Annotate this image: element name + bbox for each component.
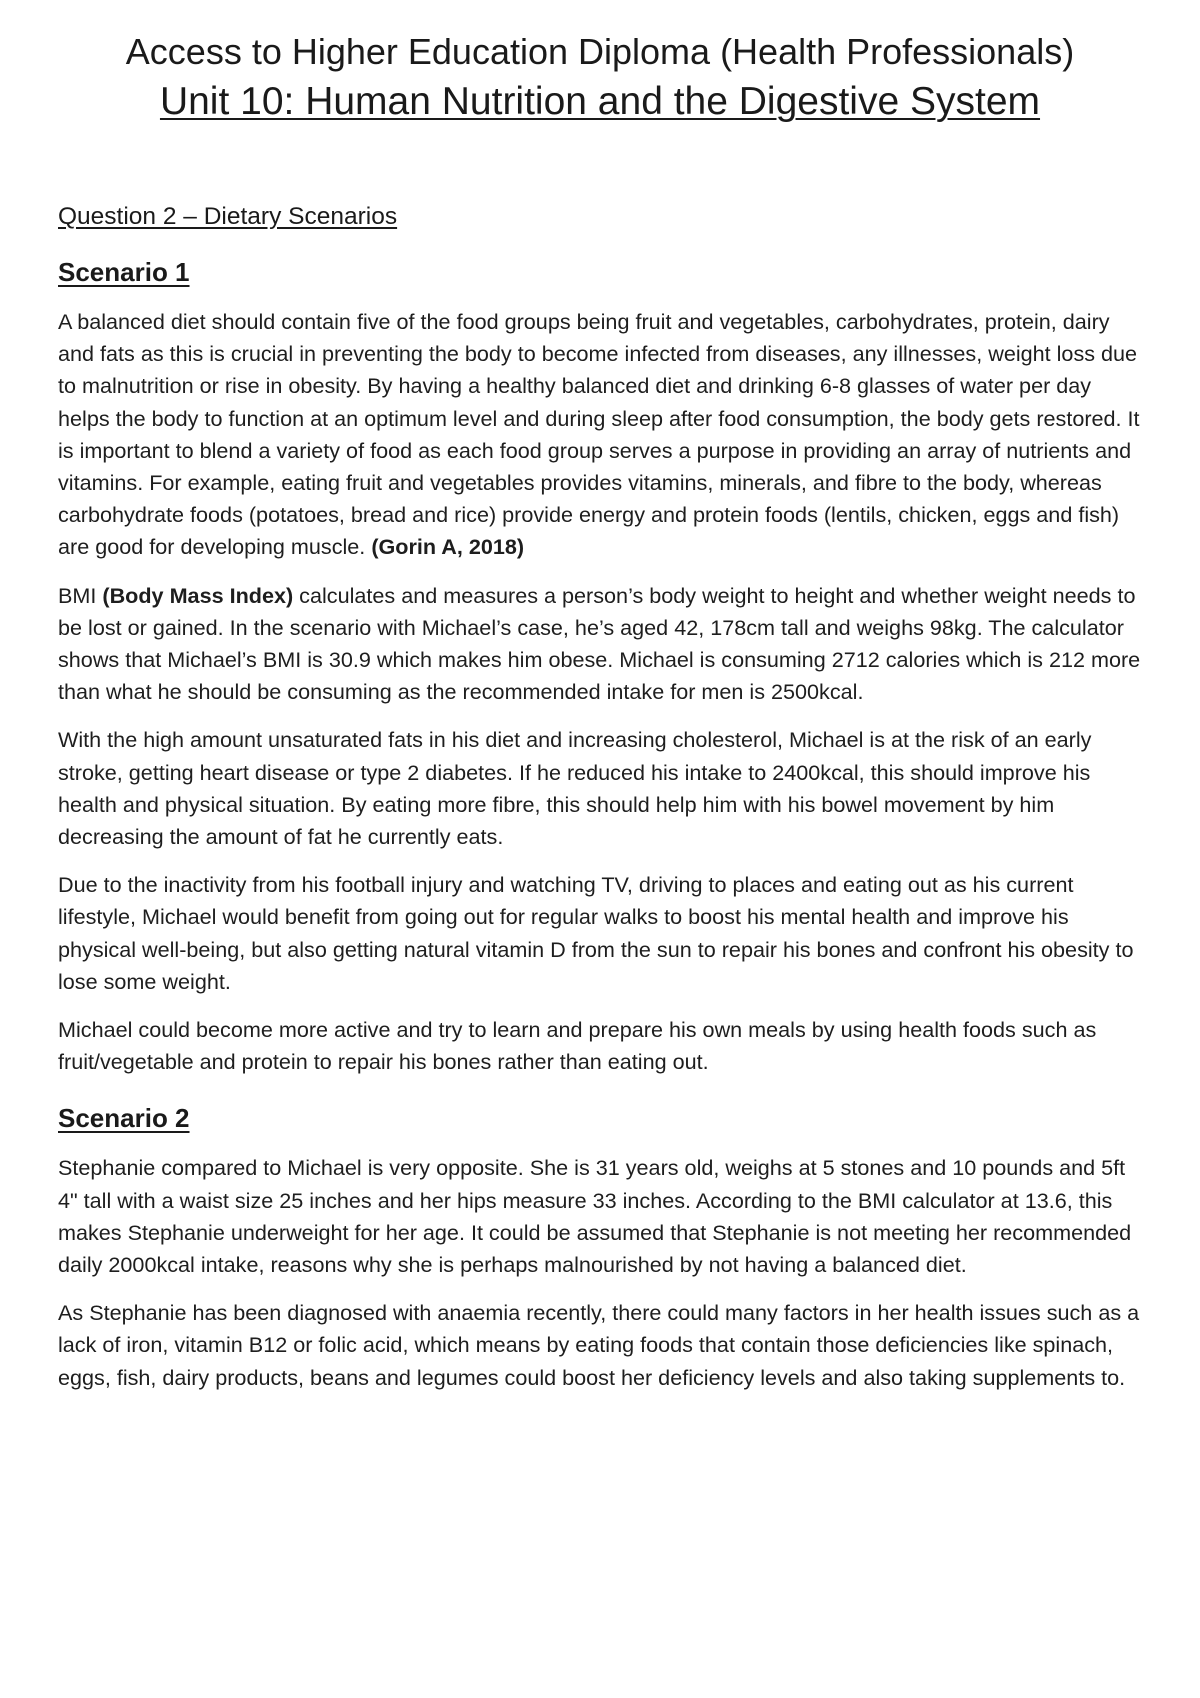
scenario-1-heading: Scenario 1	[58, 257, 190, 287]
scenario-2-heading: Scenario 2	[58, 1103, 190, 1134]
scenario-2-section	[58, 1102, 1142, 1393]
paragraph-text: A balanced diet should contain five of the food groups being fruit and vegetables, carbohydrates, protein, dairy and fats as this is crucial in preventing the body to become infected from diseases, any illnesses, weight loss due to malnutrition or rise in obesity. By having a healthy balanced diet and drinking 6-8 glasses of water per day helps the body to function at an optimum level and during sleep after food consumption, the body gets restored. It is important to blend a variety of food as each food group serves a purpose in providing an array of nutrients and vitamins. For example, eating fruit and vegetables provides vitamins, minerals, and fibre to the body, whereas carbohydrate foods (potatoes, bread and rice) provide energy and protein foods (lentils, chicken, eggs and fish) are good for developing muscle.	[58, 309, 1140, 560]
scenario-2-paragraph-1: Stephanie compared to Michael is very opposite. She is 31 years old, weighs at 5 stones and 10 pounds and 5ft 4" tall with a waist size 25 inches and her hips measure 33 inches. According to the BMI calculator at 13.6, this makes Stephanie underweight for her age. It could be assumed that Stephanie is not meeting her recommended daily 2000kcal intake, reasons why she is perhaps malnourished by not having a balanced diet.	[58, 1155, 1132, 1278]
scenario-1-paragraph-3: With the high amount unsaturated fats in his diet and increasing cholesterol, Michael is at the risk of an early stroke, getting heart disease or type 2 diabetes. If he reduced his intake to 2400kcal, this should improve his health and physical situation. By eating more fibre, this should help him with his bowel movement by him decreasing the amount of fat he currently eats.	[58, 727, 1092, 850]
citation: (Gorin A, 2018)	[371, 534, 525, 560]
scenario-1-paragraph-1	[58, 306, 1142, 564]
unit-title: Unit 10: Human Nutrition and the Digestive System	[159, 80, 1041, 123]
document-header	[58, 30, 1142, 126]
question-title: Question 2 – Dietary Scenarios	[58, 203, 398, 230]
scenario-2-paragraph-2: As Stephanie has been diagnosed with anaemia recently, there could many factors in her health issues such as a lack of iron, vitamin B12 or folic acid, which means by eating foods that contain those deficiencies like spinach, eggs, fish, dairy products, beans and legumes could boost her deficiency levels and also taking supplements to.	[58, 1300, 1140, 1390]
scenario-1-paragraph-4: Due to the inactivity from his football injury and watching TV, driving to places and eating out as his current lifestyle, Michael would benefit from going out for regular walks to boost his mental health and improve his physical well-being, but also getting natural vitamin D from the sun to repair his bones and confront his obesity to lose some weight.	[58, 872, 1134, 994]
paragraph-text: BMI	[58, 582, 103, 608]
scenario-1-section	[58, 256, 1142, 1078]
diploma-title: Access to Higher Education Diploma (Health Professionals)	[125, 31, 1075, 72]
scenario-1-paragraph-2	[58, 580, 1142, 709]
paragraph-text: calculates and measures a person’s body weight to height and whether weight needs to be lost or gained. In the scenario with Michael’s case, he’s aged 42, 178cm tall and weighs 98kg. The calculator shows that Michael’s BMI is 30.9 which makes him obese. Michael is consuming 2712 calories which is 212 more than what he should be consuming as the recommended intake for men is 2500kcal.	[58, 582, 1141, 705]
scenario-1-paragraph-5: Michael could become more active and try to learn and prepare his own meals by using health foods such as fruit/vegetable and protein to repair his bones rather than eating out.	[58, 1017, 1097, 1075]
bmi-definition: (Body Mass Index)	[102, 582, 294, 608]
